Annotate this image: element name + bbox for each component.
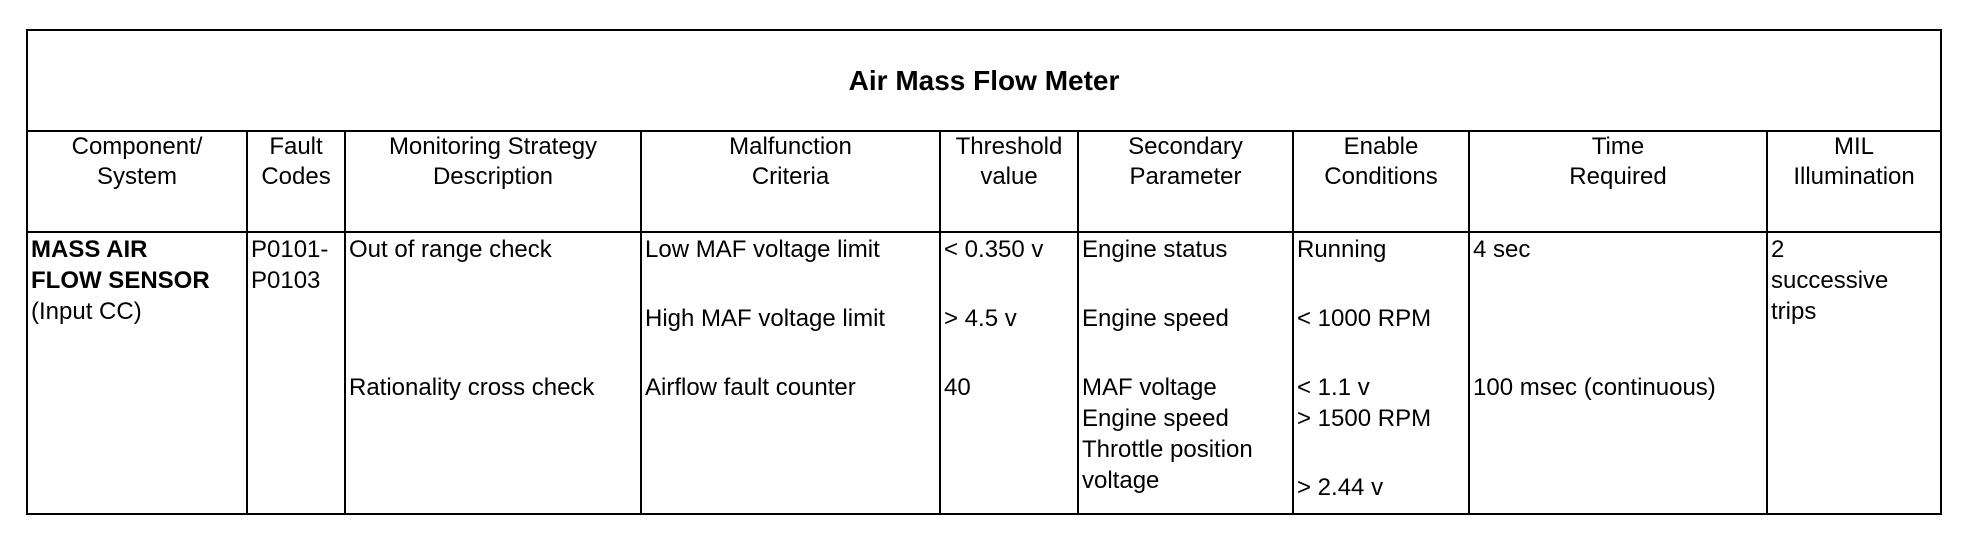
header-secondary-parameter: Secondary Parameter <box>1078 131 1293 232</box>
header-fault-codes: Fault Codes <box>247 131 345 232</box>
mil-line2: successive <box>1771 267 1889 294</box>
enable-rpm-low: < 1000 RPM <box>1297 305 1432 332</box>
cell-time <box>1469 232 1767 514</box>
air-mass-flow-table <box>26 29 1942 515</box>
cell-mil <box>1767 232 1941 514</box>
secondary-maf-voltage: MAF voltage <box>1082 374 1217 401</box>
strategy-out-of-range: Out of range check <box>349 236 552 263</box>
secondary-throttle-line1: Throttle position <box>1082 436 1253 463</box>
component-name-line2: FLOW SENSOR <box>31 267 210 294</box>
cell-secondary <box>1078 232 1293 514</box>
criteria-low-maf: Low MAF voltage limit <box>645 236 880 263</box>
spec-page <box>26 29 1940 519</box>
enable-maf-voltage: < 1.1 v <box>1297 374 1370 401</box>
secondary-throttle-line2: voltage <box>1082 467 1160 494</box>
mil-line3: trips <box>1771 298 1817 325</box>
secondary-engine-speed: Engine speed <box>1082 305 1229 332</box>
header-component: Component/ System <box>27 131 247 232</box>
cell-fault-codes <box>247 232 345 514</box>
component-type: (Input CC) <box>31 298 142 325</box>
fault-code-line2: P0103 <box>251 267 321 294</box>
cell-enable <box>1293 232 1469 514</box>
cell-threshold <box>940 232 1078 514</box>
header-threshold-value: Threshold value <box>940 131 1078 232</box>
cell-strategy <box>345 232 641 514</box>
time-4-sec: 4 sec <box>1473 236 1531 263</box>
time-100-msec: 100 msec (continuous) <box>1473 374 1716 401</box>
header-enable-conditions: Enable Conditions <box>1293 131 1469 232</box>
mil-line1: 2 <box>1771 236 1785 263</box>
enable-throttle: > 2.44 v <box>1297 474 1384 501</box>
cell-criteria <box>641 232 940 514</box>
criteria-airflow-counter: Airflow fault counter <box>645 374 856 401</box>
header-row <box>27 131 1941 232</box>
header-malfunction-criteria: Malfunction Criteria <box>641 131 940 232</box>
table-row <box>27 232 1941 514</box>
header-time-required: Time Required <box>1469 131 1767 232</box>
header-monitoring-strategy: Monitoring Strategy Description <box>345 131 641 232</box>
component-name-line1: MASS AIR <box>31 236 148 263</box>
fault-code-line1: P0101- <box>251 236 329 263</box>
secondary-engine-status: Engine status <box>1082 236 1228 263</box>
threshold-counter: 40 <box>944 374 971 401</box>
cell-component <box>27 232 247 514</box>
table-title: Air Mass Flow Meter <box>27 30 1941 131</box>
criteria-high-maf: High MAF voltage limit <box>645 305 886 332</box>
threshold-low: < 0.350 v <box>944 236 1044 263</box>
enable-running: Running <box>1297 236 1387 263</box>
strategy-rationality: Rationality cross check <box>349 374 595 401</box>
threshold-high: > 4.5 v <box>944 305 1017 332</box>
enable-rpm-high: > 1500 RPM <box>1297 405 1432 432</box>
secondary-engine-speed-2: Engine speed <box>1082 405 1229 432</box>
header-mil-illumination: MIL Illumination <box>1767 131 1941 232</box>
